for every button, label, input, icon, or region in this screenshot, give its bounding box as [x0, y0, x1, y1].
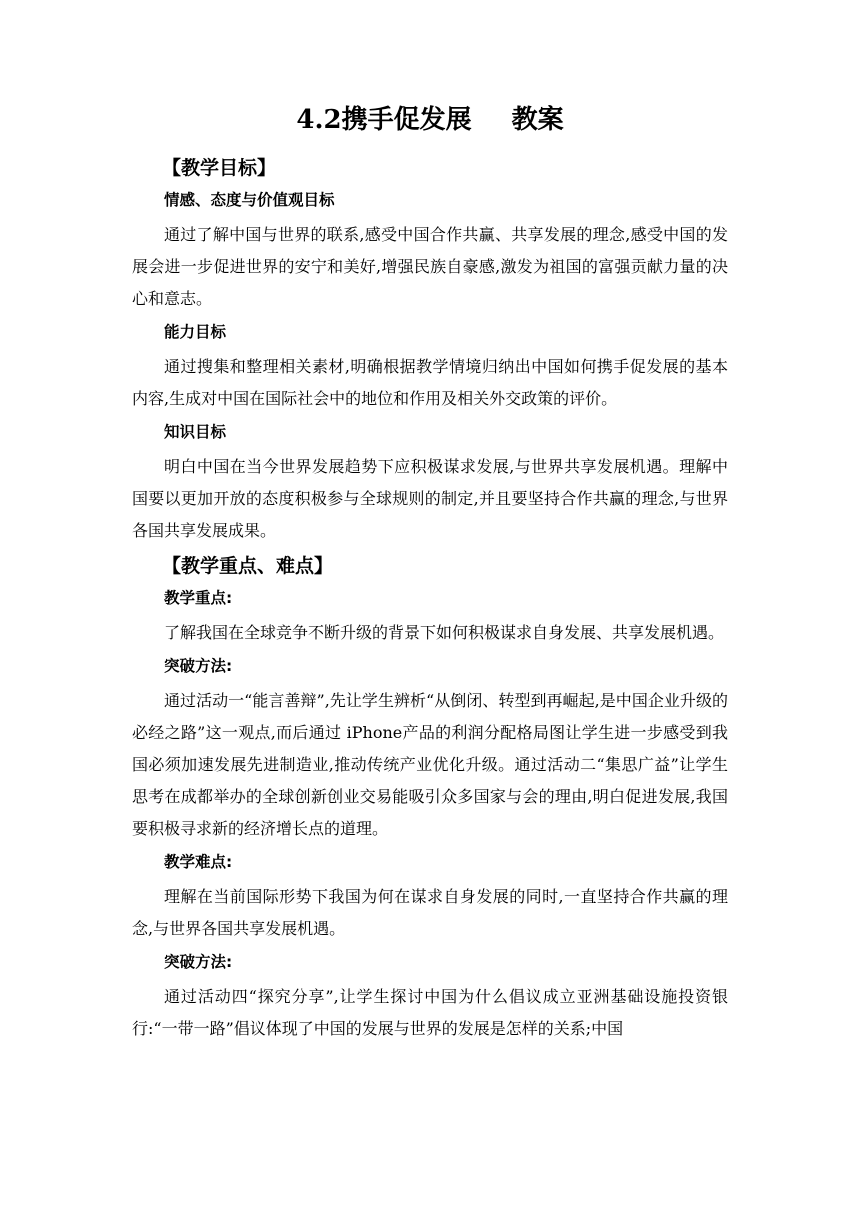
subheading-difficulty: 教学难点: — [164, 853, 233, 871]
paragraph-method-1: 通过活动一“能言善辩”,先让学生辨析“从倒闭、转型到再崛起,是中国企业升级的必经之路”这一观点,而后通过 iPhone产品的利润分配格局图让学生进一步感受到我国必须加速发展先进制造业,推动传统产业优化升级。通过活动二“集思广益”让学生思考在成都举办的全球创新创业交易能吸引众多国家与会的理由,明白促进发展,我国要积极寻求新的经济增长点的道理。 — [132, 691, 728, 838]
paragraph-key-point: 了解我国在全球竞争不断升级的背景下如何积极谋求自身发展、共享发展机遇。 — [164, 623, 725, 642]
title-main: 4.2携手促发展 — [296, 105, 472, 135]
document-body — [132, 150, 728, 1051]
document-title — [0, 100, 860, 140]
subheading-emotion-goal: 情感、态度与价值观目标 — [164, 191, 335, 209]
subheading-key-point: 教学重点: — [164, 589, 233, 607]
subheading-knowledge-goal: 知识目标 — [164, 423, 227, 441]
section-heading-objectives: 【教学目标】 — [162, 157, 277, 179]
paragraph-emotion-goal: 通过了解中国与世界的联系,感受中国合作共赢、共享发展的理念,感受中国的发展会进一步促进世界的安宁和美好,增强民族自豪感,激发为祖国的富强贡献力量的决心和意志。 — [132, 225, 728, 308]
title-suffix: 教案 — [511, 105, 564, 135]
paragraph-ability-goal: 通过搜集和整理相关素材,明确根据教学情境归纳出中国如何携手促发展的基本内容,生成对中国在国际社会中的地位和作用及相关外交政策的评价。 — [132, 357, 728, 408]
subheading-method-1: 突破方法: — [164, 657, 233, 675]
section-heading-key-points: 【教学重点、难点】 — [162, 555, 334, 577]
paragraph-difficulty: 理解在当前国际形势下我国为何在谋求自身发展的同时,一直坚持合作共赢的理念,与世界各国共享发展机遇。 — [132, 887, 728, 938]
paragraph-knowledge-goal: 明白中国在当今世界发展趋势下应积极谋求发展,与世界共享发展机遇。理解中国要以更加开放的态度积极参与全球规则的制定,并且要坚持合作共赢的理念,与世界各国共享发展成果。 — [132, 457, 728, 540]
paragraph-method-2: 通过活动四“探究分享”,让学生探讨中国为什么倡议成立亚洲基础设施投资银行:“一带一路”倡议体现了中国的发展与世界的发展是怎样的关系;中国 — [132, 987, 728, 1038]
subheading-method-2: 突破方法: — [164, 953, 233, 971]
subheading-ability-goal: 能力目标 — [164, 323, 227, 341]
